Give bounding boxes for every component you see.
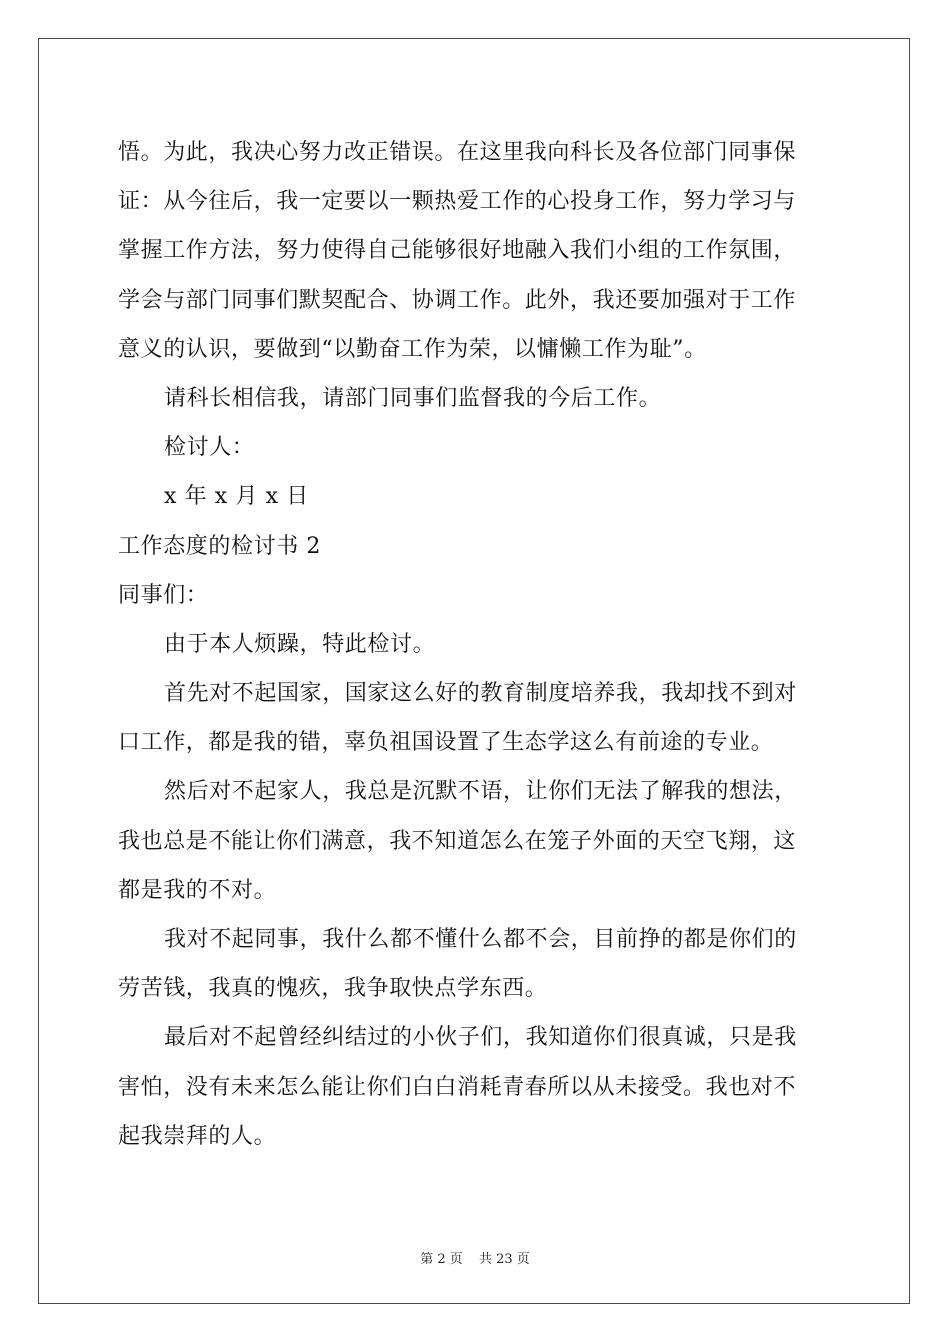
text-line: 我也总是不能让你们满意，我不知道怎么在笼子外面的天空飞翔，这 [118, 828, 797, 854]
text-line: 学会与部门同事们默契配合、协调工作。此外，我还要加强对于工作 [118, 287, 797, 313]
document-body [118, 128, 834, 1161]
text-line: 都是我的不对。 [118, 877, 277, 903]
text-line: 意义的认识，要做到“以勤奋工作为荣，以慵懒工作为耻”。 [118, 336, 707, 362]
text-line: 害怕，没有未来怎么能让你们白白消耗青春所以从未接受。我也对不 [118, 1074, 797, 1100]
text-line: 起我崇拜的人。 [118, 1123, 277, 1149]
text-line: 口工作，都是我的错，辜负祖国设置了生态学这么有前途的专业。 [118, 730, 774, 756]
text-line: 掌握工作方法，努力使得自己能够很好地融入我们小组的工作氛围， [118, 238, 797, 264]
page-total: 共 23 页 [478, 1252, 530, 1267]
text-line: 劳苦钱，我真的愧疚，我争取快点学东西。 [118, 976, 548, 1002]
salutation: 同事们： [118, 582, 209, 608]
date-line: x 年 x 月 x 日 [164, 484, 309, 510]
text-line: 首先对不起国家，国家这么好的教育制度培养我，我却找不到对 [164, 681, 797, 707]
text-line: 然后对不起家人，我总是沉默不语，让你们无法了解我的想法， [164, 779, 797, 805]
signature-label: 检讨人： [164, 435, 255, 461]
text-line: 证：从今往后，我一定要以一颗热爱工作的心投身工作，努力学习与 [118, 189, 797, 215]
text-line: 悟。为此，我决心努力改正错误。在这里我向科长及各位部门同事保 [118, 140, 797, 165]
section-title: 工作态度的检讨书 2 [118, 533, 321, 559]
page-footer [0, 1248, 950, 1267]
text-line: 最后对不起曾经纠结过的小伙子们，我知道你们很真诚，只是我 [164, 1025, 797, 1051]
text-line: 由于本人烦躁，特此检讨。 [164, 631, 436, 657]
text-line: 我对不起同事，我什么都不懂什么都不会，目前挣的都是你们的 [164, 927, 797, 952]
text-line: 请科长相信我，请部门同事们监督我的今后工作。 [164, 385, 662, 411]
page-number: 第 2 页 [420, 1252, 463, 1267]
